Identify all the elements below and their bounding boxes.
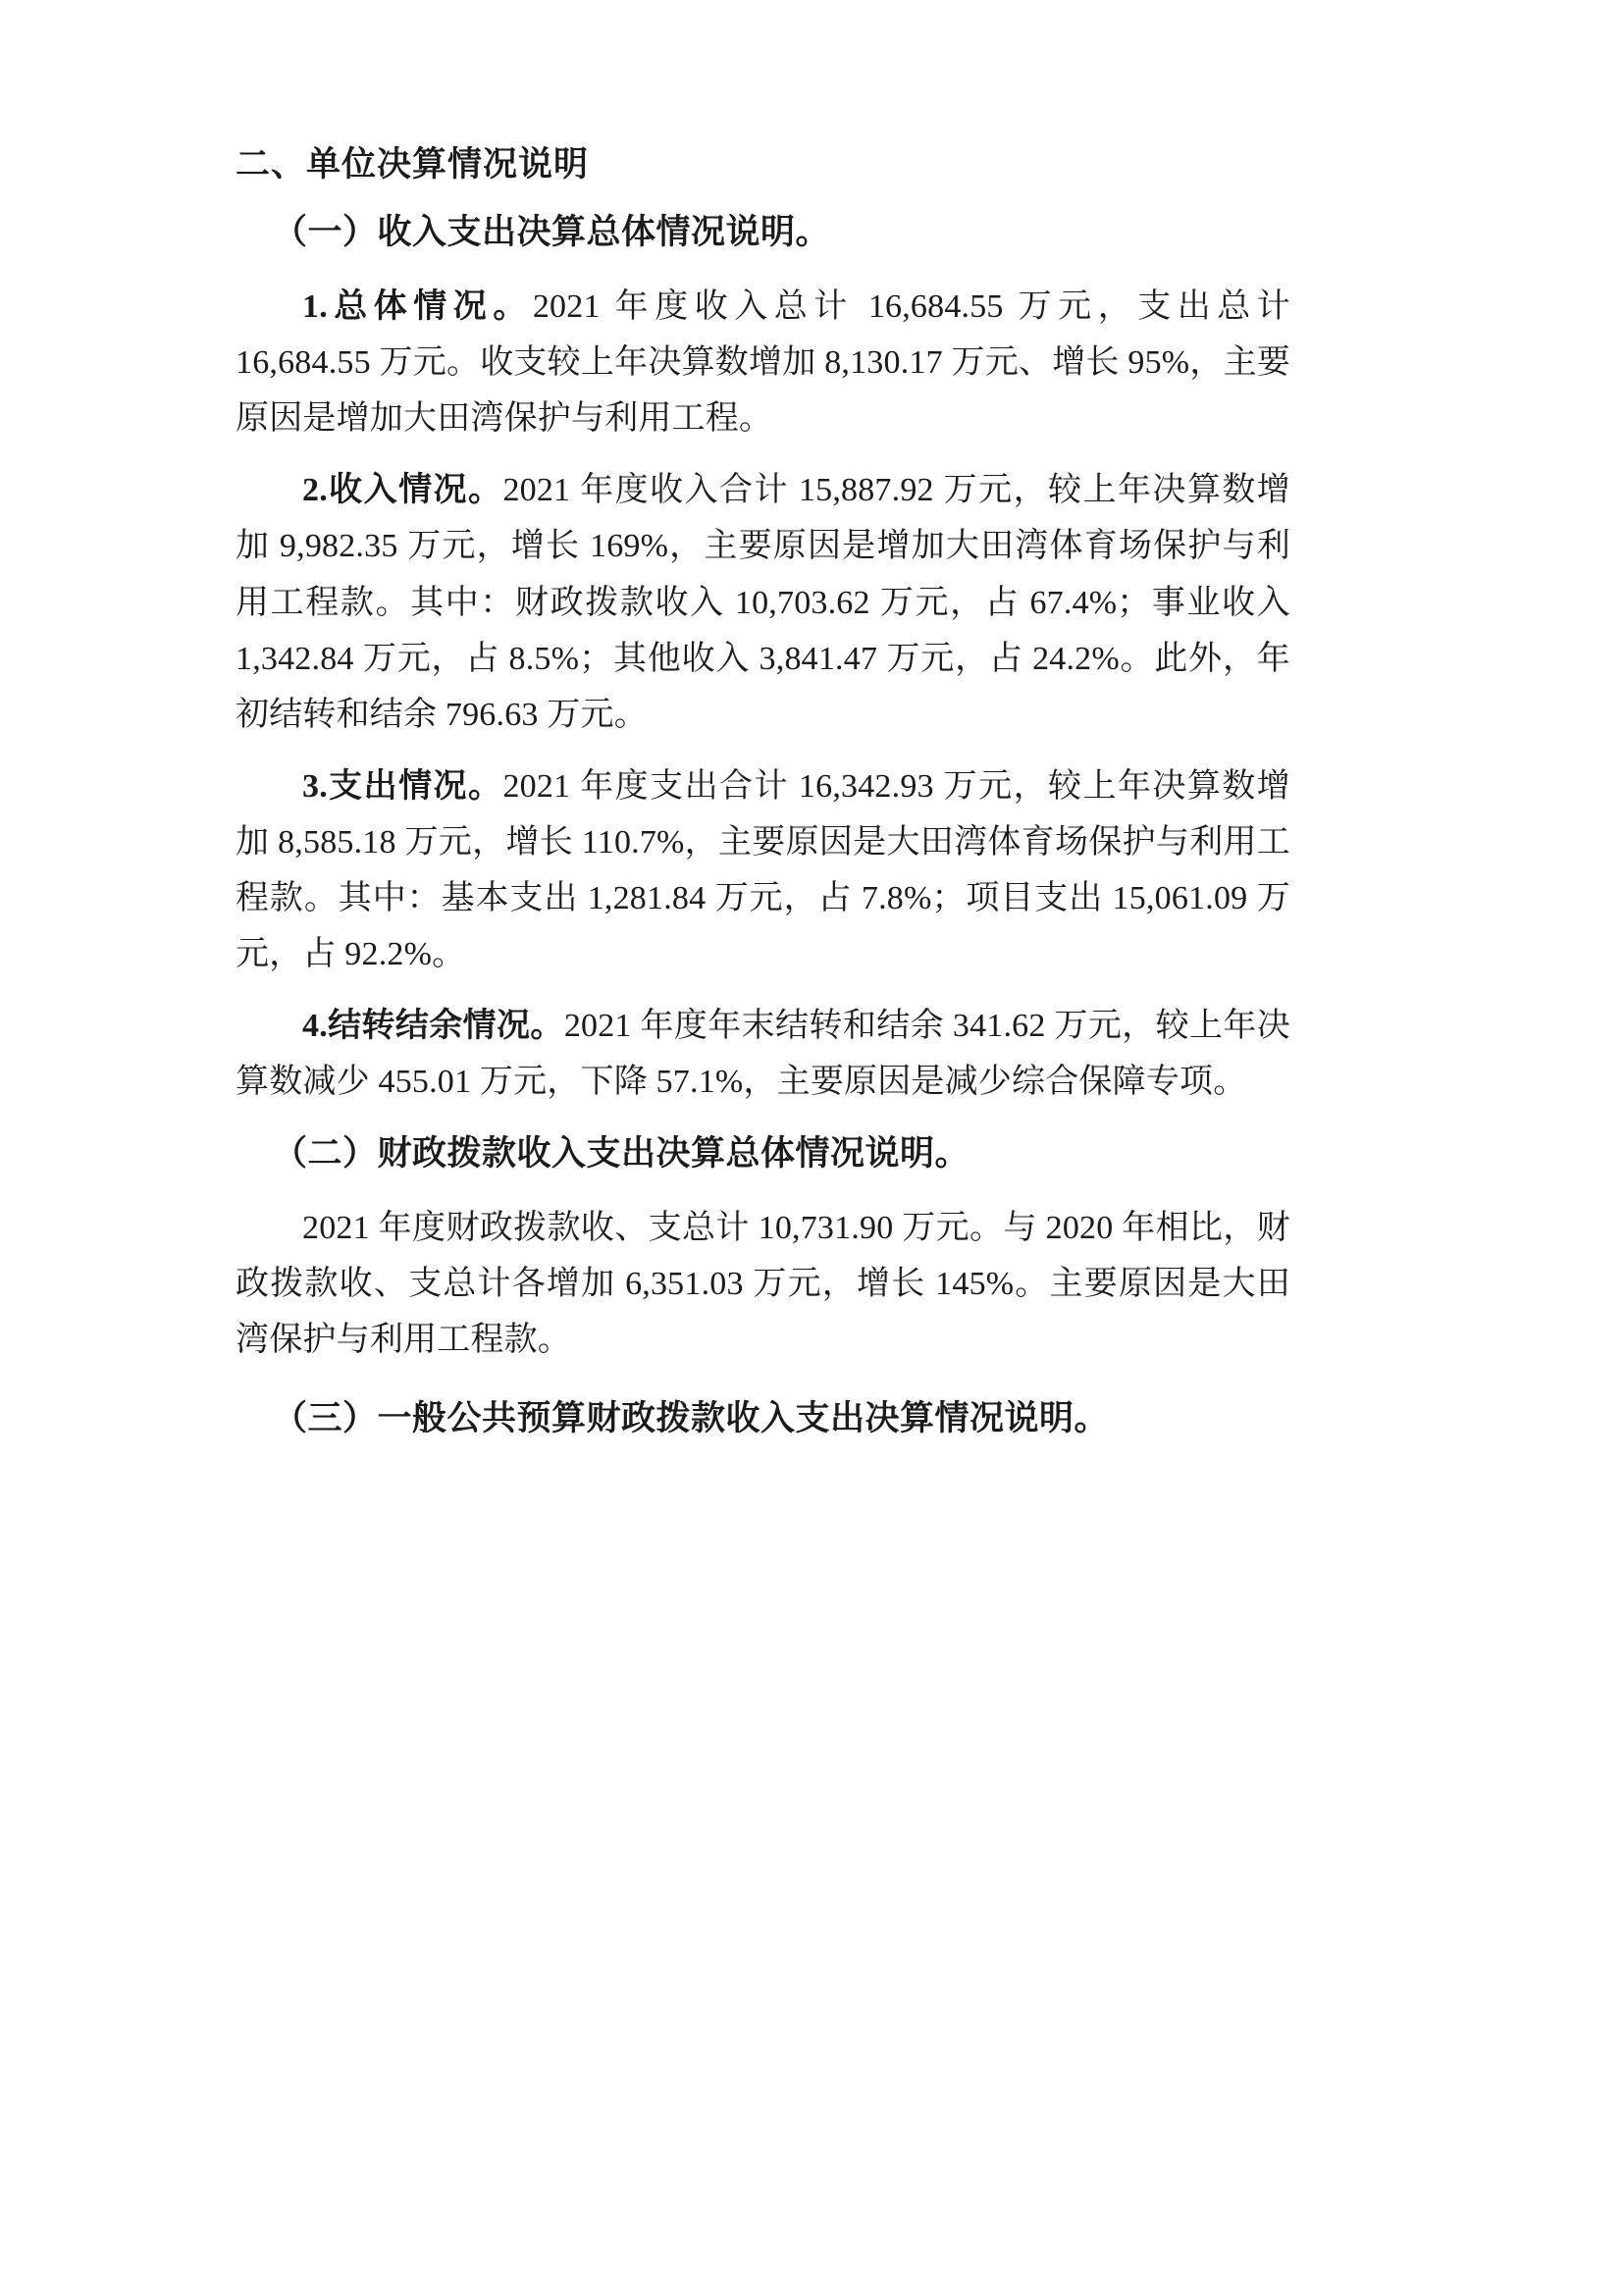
paragraph-lead-3: 3.支出情况。 [302, 767, 503, 805]
paragraph-text-2: 2021 年度收入合计 15,887.92 万元，较上年决算数增加 9,982.35 万元，增长 169%，主要原因是增加大田湾体育场保护与利用工程款。其中：财政拨款收入 10,703.62 万元，占 67.4%；事业收入 1,342.84 万元，占 8.5%；其他收入 3,841.47 万元，占 24.2%。此外，年初结转和结余 796.63 万元。 [236, 472, 1290, 733]
subsection-heading-1: （一）收入支出决算总体情况说明。 [273, 213, 831, 251]
paragraph-lead-2: 2.收入情况。 [302, 472, 503, 509]
subsection-heading-3: （三）一般公共预算财政拨款收入支出决算情况说明。 [273, 1398, 1110, 1437]
paragraph-text-4: 2021 年度年末结转和结余 341.62 万元，较上年决算数减少 455.01 万元，下降 57.1%，主要原因是减少综合保障专项。 [236, 1008, 1290, 1101]
paragraph-text-1: 2021 年度收入总计 16,684.55 万元，支出总计 16,684.55 万元。收支较上年决算数增加 8,130.17 万元、增长 95%，主要原因是增加大田湾保护与利用工程。 [236, 288, 1290, 438]
paragraph-total-overview [236, 279, 1290, 446]
paragraph-income [236, 462, 1290, 743]
paragraph-text-3: 2021 年度支出合计 16,342.93 万元，较上年决算数增加 8,585.18 万元，增长 110.7%，主要原因是大田湾体育场保护与利用工程款。其中：基本支出 1,281.84 万元，占 7.8%；项目支出 15,061.09 万元，占 92.2%。 [236, 767, 1290, 973]
section-heading: 二、单位决算情况说明 [236, 145, 590, 183]
paragraph-expenditure [236, 758, 1290, 982]
paragraph-fiscal-appropriation: 2021 年度财政拨款收、支总计 10,731.90 万元。与 2020 年相比，财政拨款收、支总计各增加 6,351.03 万元，增长 145%。主要原因是大田湾保护与利用工程款。 [236, 1209, 1290, 1358]
paragraph-lead-4: 4.结转结余情况。 [302, 1008, 564, 1045]
paragraph-carryover [236, 998, 1290, 1110]
document-body [236, 147, 1290, 1435]
paragraph-lead-1: 1.总体情况。 [302, 288, 533, 325]
subsection-heading-2: （二）财政拨款收入支出决算总体情况说明。 [273, 1133, 970, 1173]
